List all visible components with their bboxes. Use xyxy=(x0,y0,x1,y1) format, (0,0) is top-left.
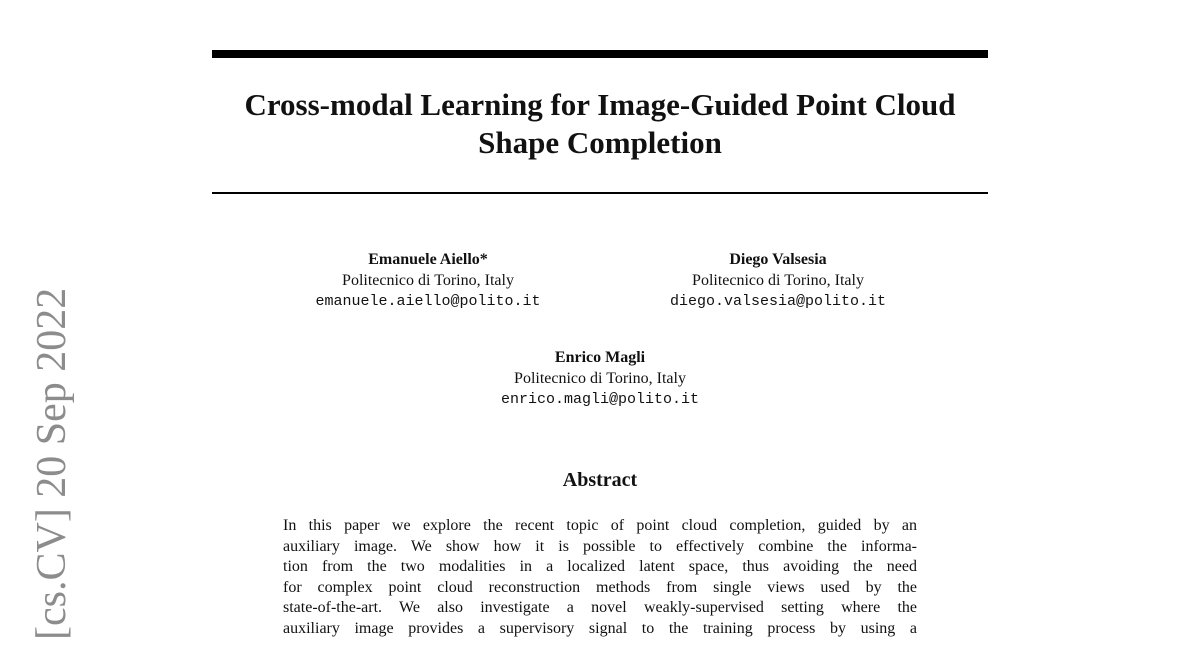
abstract-line: auxiliary image provides a supervisory signal to the training process by using a xyxy=(283,619,917,637)
title-bottom-rule xyxy=(212,192,988,194)
abstract-heading: Abstract xyxy=(562,469,638,491)
paper-title-line-2: Shape Completion xyxy=(478,125,722,160)
author-block-3 xyxy=(460,347,740,410)
author-name: Emanuele Aiello* xyxy=(368,251,488,268)
abstract-line: for complex point cloud reconstruction methods from single views used by the xyxy=(283,578,917,596)
abstract-line: state-of-the-art. We also investigate a novel weakly-supervised setting where the xyxy=(283,599,917,617)
author-block-1 xyxy=(292,249,564,312)
arxiv-stamp: [cs.CV] 20 Sep 2022 xyxy=(29,287,75,640)
author-email[interactable]: diego.valsesia@polito.it xyxy=(669,293,887,310)
author-name: Enrico Magli xyxy=(554,349,646,366)
author-name: Diego Valsesia xyxy=(729,251,827,268)
author-affiliation: Politecnico di Torino, Italy xyxy=(514,370,686,387)
abstract-body xyxy=(283,516,917,640)
author-affiliation: Politecnico di Torino, Italy xyxy=(692,272,864,289)
author-email[interactable]: enrico.magli@polito.it xyxy=(500,391,700,408)
abstract-line: tion from the two modalities in a localized latent space, thus avoiding the need xyxy=(283,558,917,576)
paper-title-line-1: Cross-modal Learning for Image-Guided Point Cloud xyxy=(244,87,956,122)
title-top-rule xyxy=(212,50,988,58)
abstract-line: auxiliary image. We show how it is possible to effectively combine the informa- xyxy=(283,537,917,555)
paper-title xyxy=(212,86,988,162)
author-block-2 xyxy=(640,249,916,312)
author-affiliation: Politecnico di Torino, Italy xyxy=(342,272,514,289)
author-email[interactable]: emanuele.aiello@polito.it xyxy=(315,293,541,310)
abstract-line: In this paper we explore the recent topic of point cloud completion, guided by an xyxy=(283,517,917,534)
